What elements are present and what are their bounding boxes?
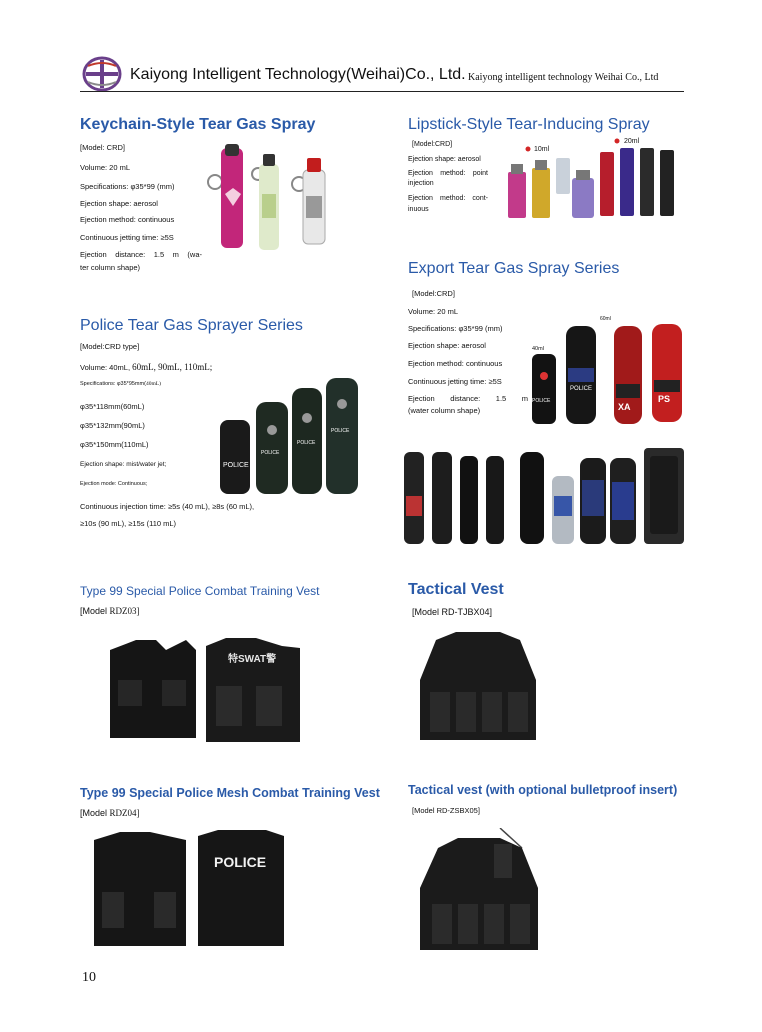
lipstick-ejection-shape: Ejection shape: aerosol	[408, 156, 481, 163]
lipstick-title: Lipstick-Style Tear-Inducing Spray	[408, 116, 650, 133]
police-volume	[80, 362, 212, 372]
lipstick-method2-line1: Ejection method: cont-	[408, 195, 488, 202]
keychain-distance-line1: Ejection distance: 1.5 m (wa-	[80, 250, 202, 259]
keychain-title: Keychain-Style Tear Gas Spray	[80, 116, 316, 133]
police-sprayer-photo	[216, 378, 360, 496]
mesh-model-value: RDZ04]	[109, 808, 140, 818]
police-injection-line2: ≥10s (90 mL), ≥15s (110 mL)	[80, 519, 177, 528]
police-label-2: POLICE	[261, 450, 280, 456]
police-label-4: POLICE	[331, 428, 350, 434]
lipstick-method2-line2: inuous	[408, 206, 429, 213]
lipstick-spray-photo	[500, 138, 690, 224]
lipstick-label-10ml: 10ml	[534, 146, 550, 153]
export-spray-top-photo	[528, 314, 688, 426]
export-label-60ml: 60ml	[600, 316, 611, 322]
tactical-model: [Model RD-TJBX04]	[412, 607, 493, 617]
police-ejection-shape: Ejection shape: mist/water jet;	[80, 461, 167, 468]
keychain-specifications: Specifications: φ35*99 (mm)	[80, 182, 175, 191]
export-label-xa: XA	[618, 402, 631, 412]
company-logo-icon	[82, 56, 122, 92]
export-title: Export Tear Gas Spray Series	[408, 260, 620, 277]
mesh-model	[80, 808, 140, 818]
keychain-jetting-time: Continuous jetting time: ≥5S	[80, 233, 174, 242]
bulletproof-title: Tactical vest (with optional bulletproof insert)	[408, 783, 678, 797]
lipstick-method-line1: Ejection method: point	[408, 170, 488, 177]
vest99-model-value: RDZ03]	[109, 606, 140, 616]
export-label-police-2: POLICE	[570, 386, 593, 392]
lipstick-model: [Model:CRD]	[412, 141, 453, 148]
export-spray-lineup-photo	[404, 446, 690, 546]
tactical-title: Tactical Vest	[408, 581, 504, 598]
lipstick-label-20ml: 20ml	[624, 138, 640, 145]
police-volume-rest: 60mL, 90mL, 110mL;	[132, 362, 213, 372]
keychain-volume: Volume: 20 mL	[80, 163, 131, 172]
police-label-1: POLICE	[223, 462, 249, 469]
police-specifications-prefix: Specifications: φ35*95mm(	[80, 381, 146, 387]
police-injection-line1: Continuous injection time: ≥5s (40 mL), ≥8s (60 mL),	[80, 502, 255, 511]
vest99-title: Type 99 Special Police Combat Training Vest	[80, 584, 320, 598]
company-name: Kaiyong Intelligent Technology(Weihai)Co., Ltd.	[130, 66, 466, 83]
keychain-ejection-shape: Ejection shape: aerosol	[80, 199, 158, 208]
keychain-model: [Model: CRD]	[80, 143, 126, 152]
export-jetting-time: Continuous jetting time: ≥5S	[408, 377, 502, 386]
company-name-sub: Kaiyong intelligent technology Weihai Co., Ltd	[468, 72, 659, 83]
tactical-vest-photo	[416, 630, 540, 742]
bulletproof-vest-photo	[418, 828, 540, 952]
police-spec-110: φ35*150mm(110mL)	[80, 440, 149, 449]
mesh-model-prefix: [Model	[80, 808, 110, 818]
police-label-3: POLICE	[297, 440, 316, 446]
police-title: Police Tear Gas Sprayer Series	[80, 317, 303, 334]
export-label-40ml: 40ml	[532, 346, 544, 352]
header-divider	[80, 91, 684, 92]
lipstick-method-line2: injection	[408, 180, 434, 187]
export-volume: Volume: 20 mL	[408, 307, 459, 316]
keychain-spray-photo	[203, 144, 363, 250]
keychain-distance-line2: ter column shape)	[80, 263, 141, 272]
mesh-title: Type 99 Special Police Mesh Combat Training Vest	[80, 786, 380, 800]
export-ejection-method: Ejection method: continuous	[408, 359, 503, 368]
keychain-ejection-method: Ejection method: continuous	[80, 215, 175, 224]
vest99-swat-label: 特SWAT警	[228, 654, 277, 665]
police-specifications	[80, 381, 161, 387]
bulletproof-model: [Model RD-ZSBX05]	[412, 806, 480, 815]
mesh-police-label: POLICE	[214, 854, 267, 870]
export-label-police: POLICE	[532, 398, 551, 404]
export-distance-line2: (water column shape)	[408, 406, 481, 415]
police-spec-60: φ35*118mm(60mL)	[80, 402, 145, 411]
mesh-vest-photo	[90, 830, 286, 948]
police-spec-90: φ35*132mm(90mL)	[80, 421, 145, 430]
police-volume-prefix: Volume: 40mL,	[80, 363, 133, 372]
police-ejection-mode: Ejection mode: Continuous;	[80, 481, 148, 487]
page-number: 10	[82, 970, 96, 985]
export-distance-line1: Ejection distance: 1.5 m	[408, 394, 528, 403]
export-ejection-shape: Ejection shape: aerosol	[408, 341, 486, 350]
vest99-photo	[106, 636, 302, 742]
vest99-model	[80, 606, 140, 616]
export-specifications: Specifications: φ35*99 (mm)	[408, 324, 503, 333]
vest99-model-prefix: [Model	[80, 606, 110, 616]
export-label-ps: PS	[658, 394, 671, 404]
police-specifications-value: 40mL)	[145, 381, 161, 387]
export-model: [Model:CRD]	[412, 289, 455, 298]
police-model: [Model:CRD type]	[80, 342, 140, 351]
